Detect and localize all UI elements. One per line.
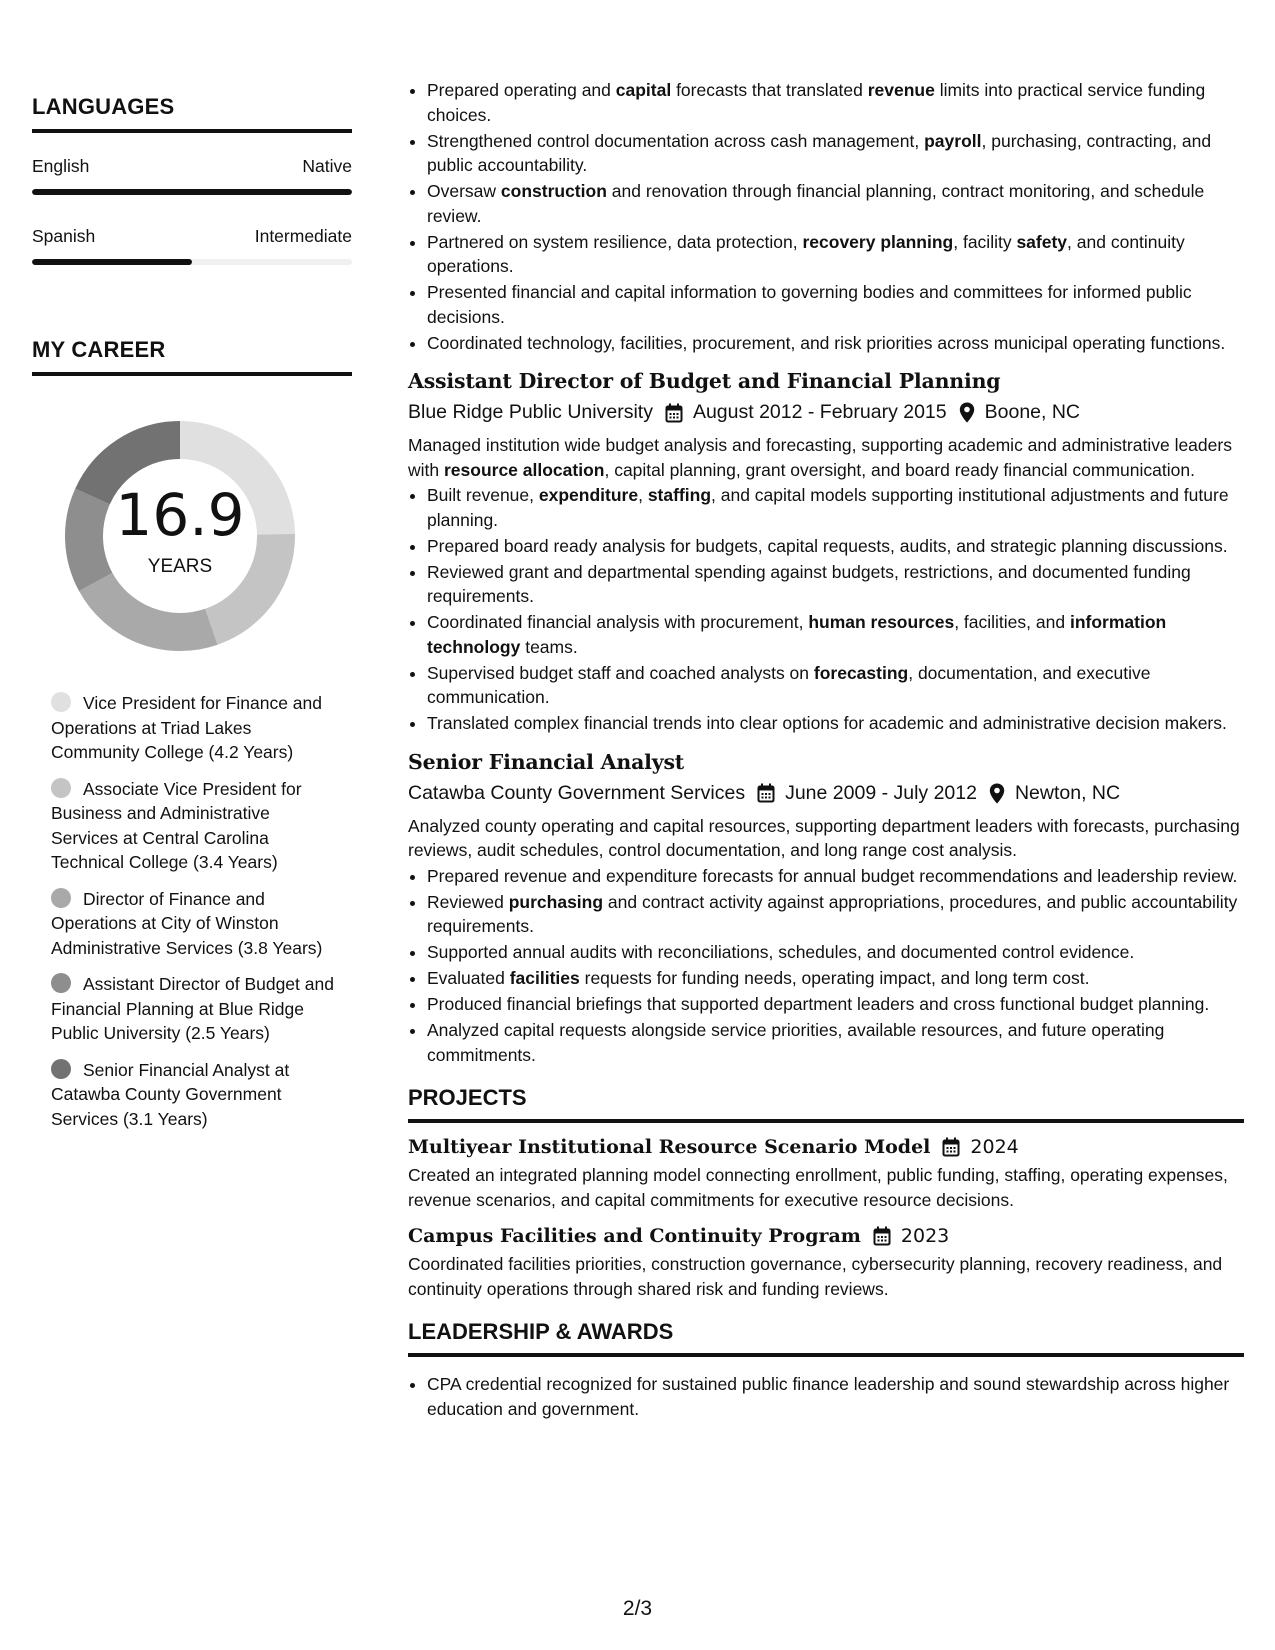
legend-dot-icon (51, 973, 71, 993)
language-item (32, 156, 352, 195)
bullet-item (427, 966, 1244, 991)
career-legend-label: Director of Finance and Operations at City of Winston Administrative Services (3.8 Years) (51, 888, 323, 958)
language-name: Spanish (32, 226, 96, 246)
project-year: 2023 (900, 1225, 950, 1247)
job-meta (408, 401, 1244, 424)
job-dates: August 2012 - February 2015 (692, 401, 947, 423)
languages-heading: LANGUAGES (32, 94, 175, 119)
job-dates: June 2009 - July 2012 (785, 781, 977, 804)
language-level-bar (32, 259, 352, 265)
career-legend-label: Assistant Director of Budget and Financial Planning at Blue Ridge Public University (2.5 Years) (51, 974, 334, 1043)
text-segment: Partnered on system resilience, data protection, (427, 231, 803, 252)
keyword: revenue (867, 80, 935, 100)
legend-dot-icon (51, 888, 71, 908)
bullet-item (427, 78, 1244, 127)
text-segment: Supervised budget staff and coached analysts on (427, 662, 814, 683)
calendar-icon (665, 403, 683, 423)
text-segment: Produced financial briefings that supported department leaders and cross functional budget planning. (427, 994, 1210, 1014)
text-segment: Supported annual audits with reconciliations, schedules, and documented control evidence. (427, 942, 1135, 962)
leadership-heading: LEADERSHIP & AWARDS (408, 1319, 674, 1344)
jobs-list (408, 369, 1244, 1067)
bullet-item (427, 661, 1244, 710)
text-segment: , documentation, and executive communication. (427, 662, 1151, 707)
text-segment: Built revenue, (427, 485, 539, 505)
project-name: Campus Facilities and Continuity Program (408, 1225, 861, 1247)
job-bullets (408, 864, 1244, 1068)
main-content (408, 78, 1244, 1423)
career-legend-item (51, 777, 341, 875)
text-segment: , facilities, and (954, 612, 1070, 632)
bullet-item (427, 230, 1244, 279)
text-segment: Prepared revenue and expenditure forecasts for annual budget recommendations and leadership review. (427, 865, 1238, 886)
career-rule (32, 372, 352, 376)
career-legend-label: Vice President for Finance and Operations at Triad Lakes Community College (4.2 Years) (51, 693, 322, 762)
career-legend-item (51, 972, 341, 1046)
text-segment: , purchasing, contracting, and public accountability. (427, 130, 1212, 175)
career-legend-item (51, 691, 341, 765)
job-organization: Blue Ridge Public University (408, 401, 653, 423)
legend-dot-icon (51, 692, 71, 712)
keyword: expenditure (538, 485, 639, 505)
career-legend-item (51, 887, 341, 961)
bullet-item (427, 534, 1244, 559)
calendar-icon (873, 1226, 891, 1246)
text-segment: Presented financial and capital information to governing bodies and committees for informed public decisions. (427, 282, 1192, 327)
project-entry (408, 1136, 1244, 1212)
text-segment: Strengthened control documentation across cash management, (427, 130, 925, 151)
text-segment: Managed institution wide budget analysis and forecasting, supporting academic and administrative leaders with (408, 435, 1232, 480)
text-segment: forecasts that translated (671, 80, 868, 100)
keyword: human resources (808, 612, 955, 632)
career-legend (32, 691, 341, 1131)
text-segment: , facility (953, 231, 1017, 252)
sidebar (32, 94, 352, 1143)
language-level-fill (32, 189, 352, 195)
bullet-item (427, 483, 1244, 532)
text-segment: Coordinated technology, facilities, procurement, and risk priorities across municipal operating functions. (427, 332, 1226, 353)
text-segment: teams. (520, 636, 578, 657)
bullet-item (427, 280, 1244, 329)
text-segment: , capital planning, grant oversight, and board ready financial communication. (604, 459, 1195, 480)
language-name: English (32, 156, 90, 176)
keyword: staffing (647, 485, 712, 505)
keyword: recovery planning (802, 231, 954, 252)
project-year: 2024 (970, 1136, 1019, 1158)
text-segment: Analyzed capital requests alongside service priorities, available resources, and future operating commitments. (427, 1020, 1165, 1065)
leadership-list (408, 1372, 1244, 1421)
language-level: Native (302, 156, 352, 176)
text-segment: and contract activity against appropriations, procedures, and public accountability requirements. (427, 891, 1238, 936)
bullet-item (427, 940, 1244, 965)
map-pin-icon (989, 783, 1005, 804)
text-segment: Prepared operating and (427, 80, 616, 100)
text-segment: Oversaw (427, 181, 501, 201)
map-pin-icon (959, 402, 975, 423)
career-legend-label: Senior Financial Analyst at Catawba County Government Services (3.1 Years) (51, 1059, 290, 1129)
previous-job-bullets (408, 78, 1244, 355)
keyword: information technology (427, 612, 1167, 657)
job-bullets (408, 483, 1244, 736)
bullet-item (427, 711, 1244, 736)
keyword: safety (1016, 231, 1068, 252)
text-segment: Prepared board ready analysis for budgets, capital requests, audits, and strategic planning discussions. (427, 535, 1228, 556)
keyword: facilities (509, 968, 580, 988)
leadership-rule (408, 1353, 1244, 1357)
legend-dot-icon (51, 778, 71, 798)
job-location: Boone, NC (984, 401, 1081, 423)
job-summary (408, 814, 1244, 863)
text-segment: requests for funding needs, operating impact, and long term cost. (579, 968, 1090, 988)
job-entry (408, 369, 1244, 736)
job-summary (408, 433, 1244, 482)
page-number: 2/3 (622, 1597, 653, 1620)
projects-rule (408, 1119, 1244, 1123)
bullet-item (427, 864, 1244, 889)
text-segment: Translated complex financial trends into clear options for academic and administrative decision makers. (427, 713, 1227, 733)
job-meta (408, 782, 1244, 805)
calendar-icon (942, 1137, 960, 1157)
bullet-item (427, 129, 1244, 178)
job-title: Senior Financial Analyst (408, 749, 685, 774)
text-segment: Reviewed grant and departmental spending against budgets, restrictions, and documented funding requirements. (427, 561, 1191, 606)
bullet-item (427, 560, 1244, 609)
job-location: Newton, NC (1014, 781, 1121, 804)
award-item: • CPA credential recognized for sustained public finance leadership and sound stewardship across higher education and government. (427, 1372, 1244, 1421)
language-level: Intermediate (254, 226, 352, 246)
career-legend-label: Associate Vice President for Business and Administrative Services at Central Carolina Technical College (3.4 Years) (51, 778, 302, 872)
text-segment: , (638, 485, 648, 505)
text-segment: , and capital models supporting institutional adjustments and future planning. (427, 485, 1229, 530)
project-entry (408, 1225, 1244, 1301)
career-heading: MY CAREER (32, 337, 166, 362)
bullet-item (427, 890, 1244, 939)
bullet-item (427, 179, 1244, 228)
project-description: Created an integrated planning model connecting enrollment, public funding, staffing, operating expenses, revenue scenarios, and capital commitments for executive resource decisions. (408, 1165, 1228, 1210)
text-segment: limits into practical service funding choices. (427, 80, 1206, 125)
career-total-unit: YEARS (147, 556, 213, 577)
job-title: Assistant Director of Budget and Financial Planning (408, 369, 1001, 393)
keyword: purchasing (508, 891, 604, 912)
text-segment: and renovation through financial planning, contract monitoring, and schedule review. (427, 181, 1205, 226)
language-level-fill (32, 259, 192, 265)
text-segment: Evaluated (427, 968, 510, 988)
language-item (32, 226, 352, 265)
text-segment: , and continuity operations. (427, 231, 1185, 276)
text-segment: Reviewed (427, 891, 509, 912)
project-name: Multiyear Institutional Resource Scenario Model (408, 1136, 931, 1158)
language-level-bar (32, 189, 352, 195)
career-total-years: 16.9 (115, 481, 245, 549)
projects-list (408, 1136, 1244, 1301)
keyword: construction (500, 181, 607, 201)
keyword: forecasting (813, 662, 909, 683)
keyword: payroll (924, 130, 982, 151)
legend-dot-icon (51, 1059, 71, 1079)
bullet-item (427, 1018, 1244, 1067)
calendar-icon (757, 783, 775, 803)
bullet-item (427, 331, 1244, 356)
job-organization: Catawba County Government Services (408, 781, 746, 804)
projects-heading: PROJECTS (408, 1085, 527, 1110)
career-legend-item (51, 1058, 341, 1132)
text-segment: Analyzed county operating and capital resources, supporting department leaders with forecasts, purchasing reviews, audit schedules, control documentation, and long range cost analysis. (408, 815, 1240, 860)
career-donut-chart (60, 416, 300, 656)
bullet-item (427, 610, 1244, 659)
keyword: resource allocation (443, 459, 605, 480)
project-description: Coordinated facilities priorities, construction governance, cybersecurity planning, recovery readiness, and continuity operations through shared risk and funding reviews. (408, 1254, 1223, 1299)
text-segment: Coordinated financial analysis with procurement, (427, 612, 809, 632)
languages-rule (32, 129, 352, 133)
keyword: capital (615, 80, 672, 100)
bullet-item (427, 992, 1244, 1017)
job-entry (408, 750, 1244, 1068)
